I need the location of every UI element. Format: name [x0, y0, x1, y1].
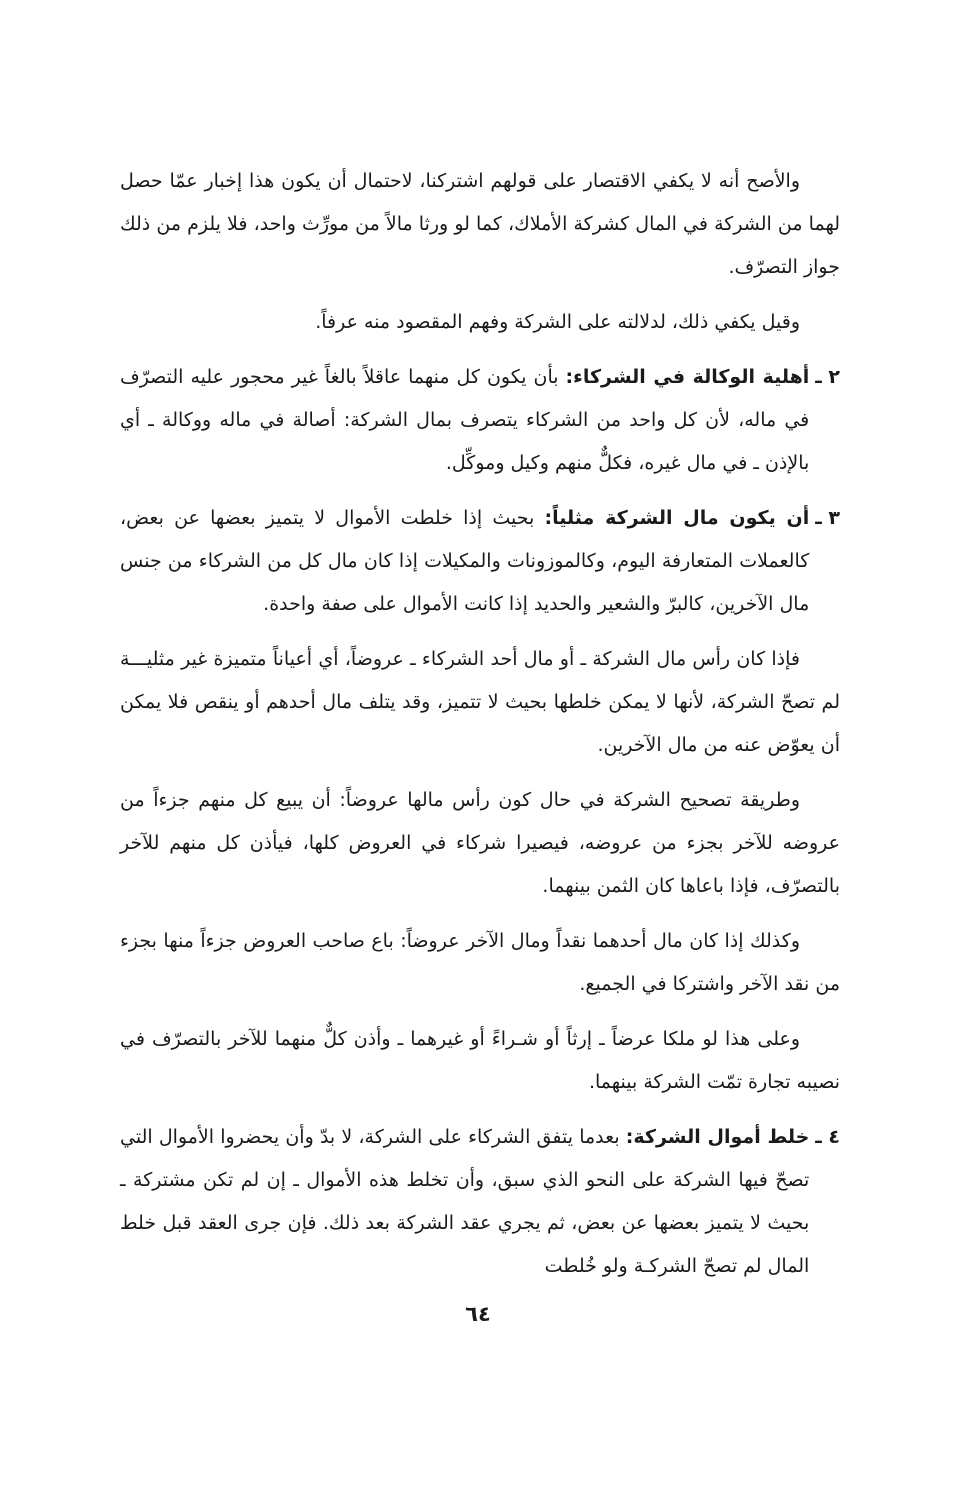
page-body [120, 160, 840, 1300]
list-item-text: بعدما يتفق الشركاء على الشركة، لا بدّ وأن يحضروا الأموال التي تصحّ فيها الشركة على النحو الذي سبق، وأن تخلط هذه الأموال ـ إن لم تكن مشتركة ـ بحيث لا يتميز بعضها عن بعض، ثم يجري عقد الشركة بعد ذلك. فإن جرى العقد قبل خلط المال لم تصحّ الشركـة ولو خُلطت [120, 1126, 810, 1277]
paragraph-sufficiency-correct-view: والأصح أنه لا يكفي الاقتصار على قولهم اشتركنا، لاحتمال أن يكون هذا إخبار عمّا حصل لهما من الشركة في المال كشركة الأملاك، كما لو ورثا مالاً من مورِّث واحد، فلا يلزم من ذلك جواز التصرّف. [120, 170, 840, 278]
list-item-number: ٤ ـ [815, 1126, 840, 1148]
paragraph-correction-method: وطريقة تصحيح الشركة في حال كون رأس مالها عروضاً: أن يبيع كل منهم جزءاً من عروضه للآخر بجزء من عروضه، فيصيرا شركاء في العروض كلها، فيأذن كل منهم للآخر بالتصرّف، فإذا باعاها كان الثمن بينهما. [120, 789, 840, 897]
list-item-mixing-funds [120, 1116, 840, 1288]
list-item-heading: خلط أموال الشركة: [625, 1126, 810, 1148]
list-item-body [120, 356, 809, 485]
list-item-heading: أن يكون مال الشركة مثلياً: [544, 507, 810, 529]
list-item-heading: أهلية الوكالة في الشركاء: [565, 366, 810, 388]
list-item-agency-capacity [120, 356, 840, 485]
paragraph-goods-capital: فإذا كان رأس مال الشركة ـ أو مال أحد الشركاء ـ عروضاً، أي أعياناً متميزة غير مثليـــة لم تصحّ الشركة، لأنها لا يمكن خلطها بحيث لا تتميز، وقد يتلف مال أحدهم أو ينقص فلا يمكن أن يعوّض عنه من مال الآخرين. [120, 648, 840, 756]
list-item-number: ٢ ـ [815, 366, 840, 388]
page-number: ٦٤ [465, 1302, 491, 1326]
list-item-text: بأن يكون كل منهما عاقلاً بالغاً غير محجور عليه التصرّف في ماله، لأن كل واحد من الشركاء يتصرف بمال الشركة: أصالة في ماله ووكالة ـ أي بالإذن ـ في مال غيره، فكلٌّ منهم وكيل وموكِّل. [120, 366, 810, 474]
paragraph-cash-and-goods: وكذلك إذا كان مال أحدهما نقداً ومال الآخر عروضاً: باع صاحب العروض جزءاً منها بجزء من نقد الآخر واشتركا في الجميع. [120, 930, 840, 995]
list-item-body [120, 1116, 809, 1288]
list-item-fungible-capital [120, 497, 840, 626]
paragraph-sufficiency-other-view: وقيل يكفي ذلك، لدلالته على الشركة وفهم المقصود منه عرفاً. [315, 311, 800, 333]
list-item-body [120, 497, 809, 626]
list-item-text: بحيث إذا خلطت الأموال لا يتميز بعضها عن بعض، كالعملات المتعارفة اليوم، وكالموزونات والمكيلات إذا كان مال كل من الشركاء من جنس مال الآخرين، كالبرّ والشعير والحديد إذا كانت الأموال على صفة واحدة. [120, 507, 810, 615]
list-item-number: ٣ ـ [815, 507, 840, 529]
paragraph-joint-ownership: وعلى هذا لو ملكا عرضاً ـ إرثاً أو شـراءً أو غيرهما ـ وأذن كلٌّ منهما للآخر بالتصرّف في نصيبه تجارة تمّت الشركة بينهما. [120, 1028, 840, 1093]
